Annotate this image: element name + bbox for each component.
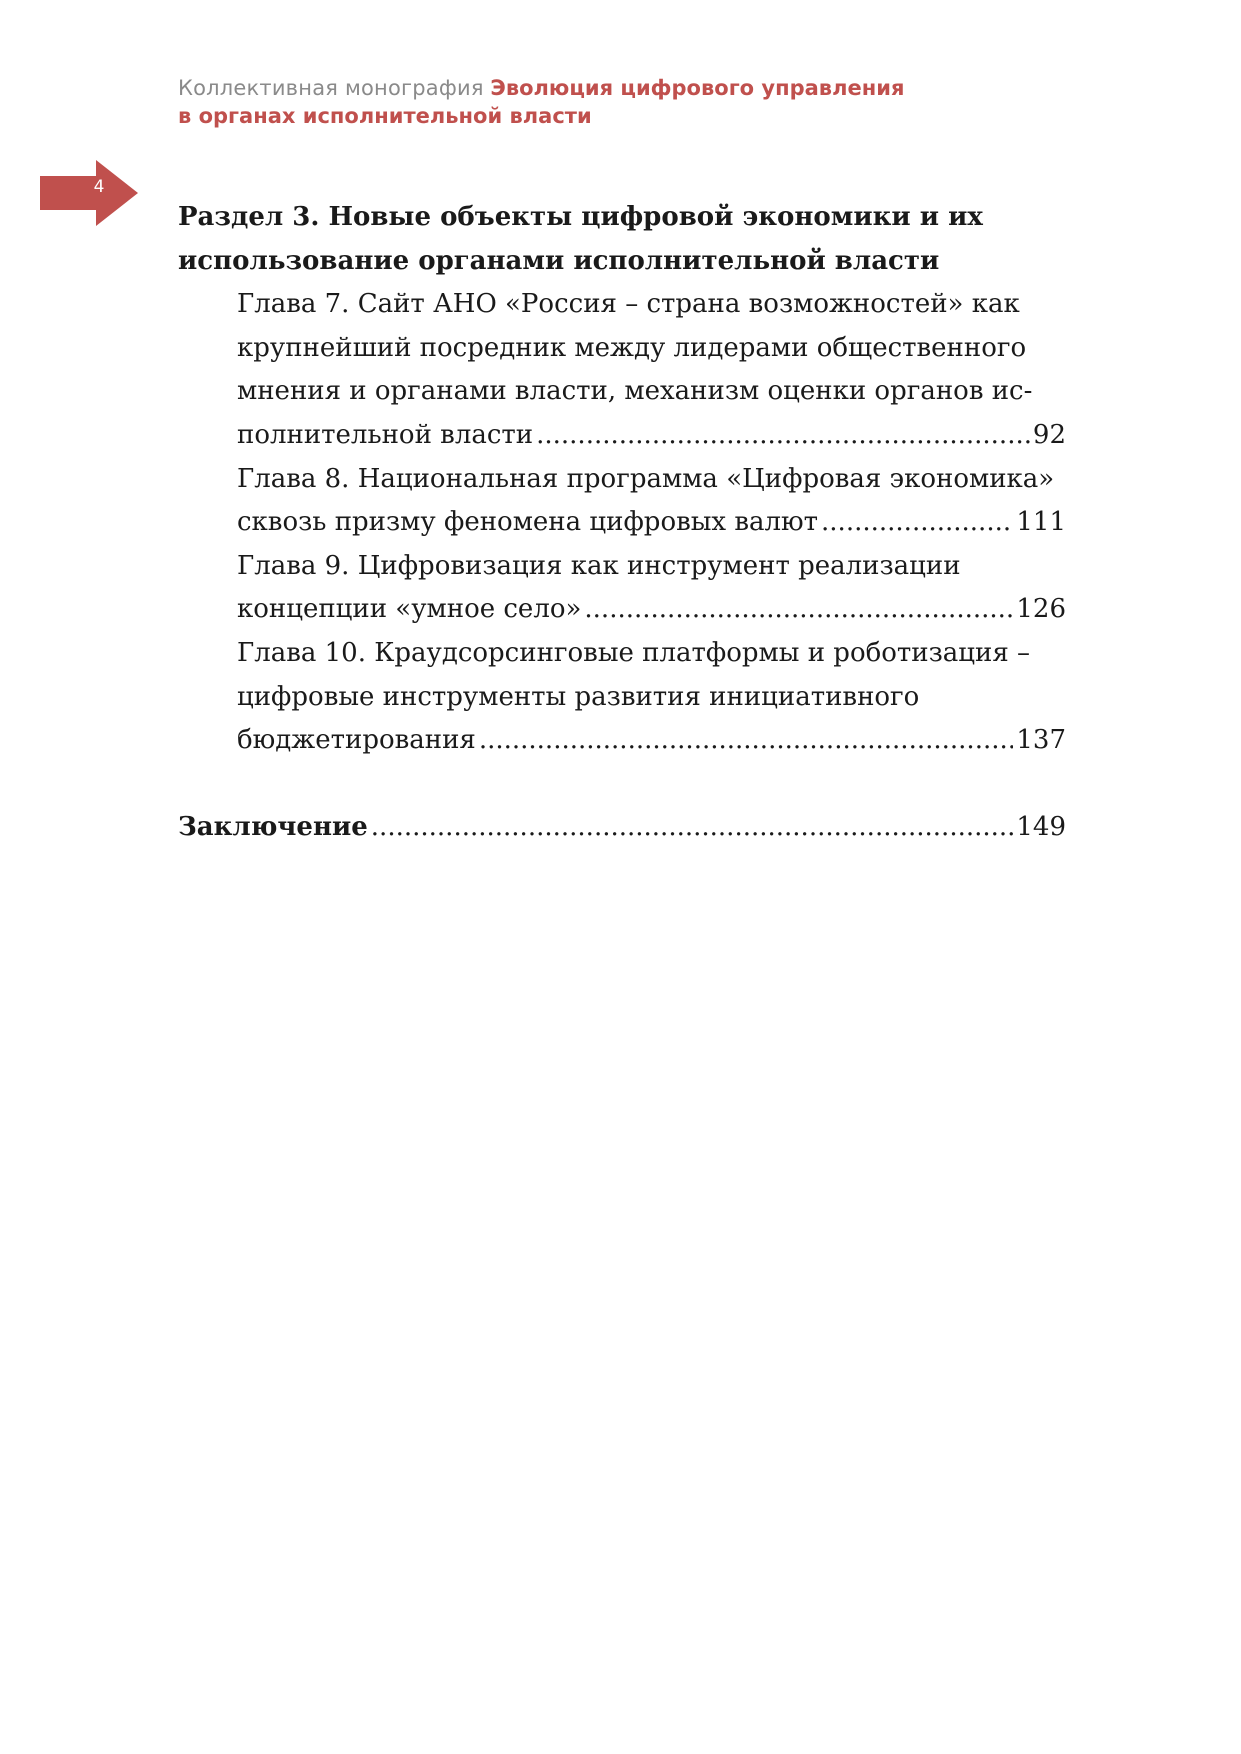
page-ref: 137: [1016, 725, 1066, 756]
page-number: 4: [93, 177, 105, 197]
dot-leader: [479, 719, 1014, 763]
book-title-part-1: Эволюция цифрового управления: [490, 76, 905, 100]
running-header: [178, 74, 1078, 130]
entry-line: полнительной власти: [237, 419, 534, 450]
entry-line: концепции «умное село»: [237, 594, 582, 625]
dot-leader: [536, 414, 1030, 458]
section-title-line: Раздел 3. Новые объекты цифровой экономики и их: [178, 202, 983, 232]
page-ref: 149: [1016, 812, 1066, 843]
section-title-line: использование органами исполнительной власти: [178, 245, 940, 276]
page-ref: 92: [1032, 419, 1066, 450]
dot-leader: [371, 806, 1014, 850]
toc-entry-chapter-9[interactable]: [237, 545, 1066, 632]
page-ref: 126: [1016, 594, 1066, 625]
dot-leader: [584, 588, 1013, 632]
entry-last-line: [237, 501, 1066, 545]
entry-last-line: [237, 719, 1066, 763]
dot-leader: [821, 501, 1013, 545]
toc-entry-chapter-10[interactable]: [237, 632, 1066, 763]
header-line-1: [178, 74, 1078, 102]
entry-line: крупнейший посредник между лидерами общественного: [237, 332, 1027, 363]
page-marker: [40, 160, 138, 226]
entry-line: Глава 9. Цифровизация как инструмент реализации: [237, 550, 961, 581]
toc-entry-chapter-7[interactable]: [237, 283, 1066, 457]
entry-line: Глава 7. Сайт АНО «Россия – страна возможностей» как: [237, 289, 1020, 320]
toc-entry-chapter-8[interactable]: [237, 458, 1066, 545]
entry-line: мнения и органами власти, механизм оценки органов ис-: [237, 376, 1033, 407]
toc-entry-conclusion[interactable]: [178, 806, 1066, 850]
series-label: Коллективная монография: [178, 76, 484, 100]
entry-last-line: [237, 414, 1066, 458]
section-title[interactable]: [178, 196, 1066, 283]
entry-line: бюджетирования: [237, 725, 476, 756]
page-ref: 111: [1016, 507, 1066, 538]
table-of-contents: [178, 196, 1066, 850]
entry-line: Глава 8. Национальная программа «Цифровая экономика»: [237, 463, 1055, 494]
entry-line: Глава 10. Краудсорсинговые платформы и роботизация –: [237, 637, 1031, 668]
entry-line: цифровые инструменты развития инициативного: [237, 681, 920, 712]
conclusion-label: Заключение: [178, 812, 368, 843]
entry-last-line: [237, 588, 1066, 632]
entry-line: сквозь призму феномена цифровых валют: [237, 507, 819, 538]
book-title-part-2: в органах исполнительной власти: [178, 104, 592, 128]
